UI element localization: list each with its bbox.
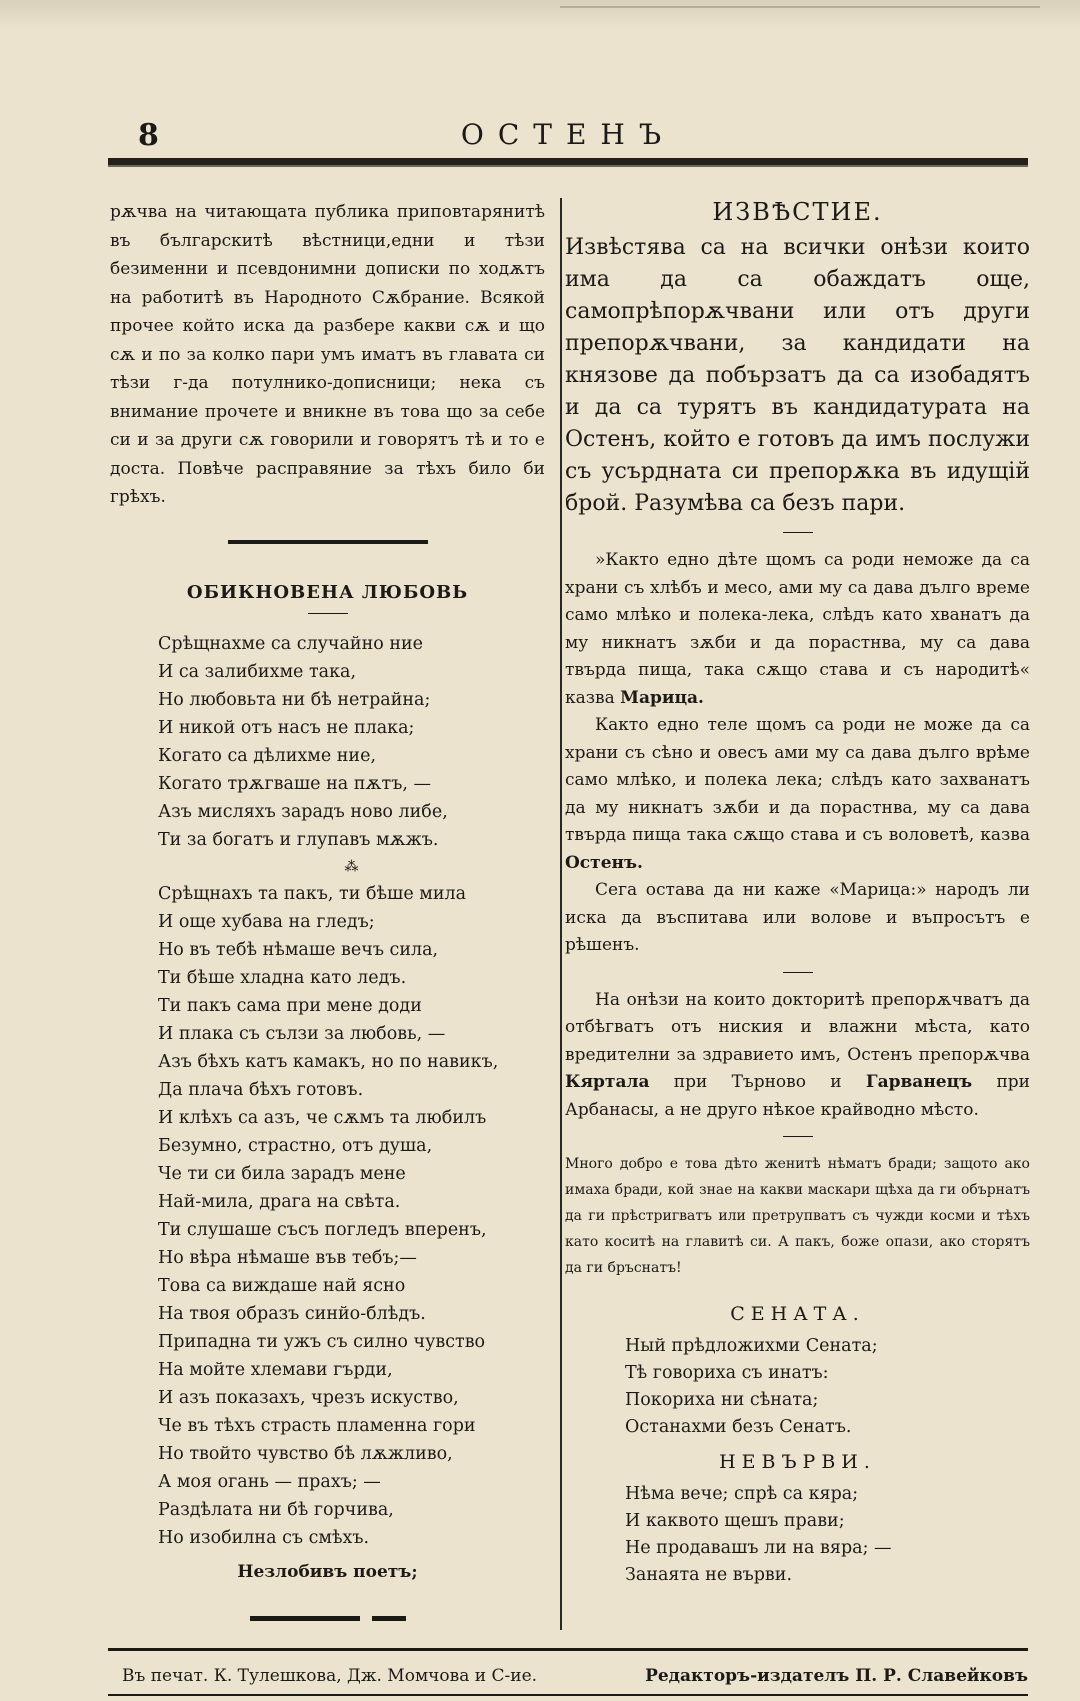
poem-line: Ти за богатъ и глупавъ мѫжъ. <box>158 829 439 850</box>
quote-marica-name: Марица. <box>620 687 704 708</box>
quote-osten-text: Както едно теле щомъ са роди не може да са храни съ сѣно и овесъ ами му са дава дълго врѣме само млѣко, и полека лека; слѣдъ като захванатъ да му никнатъ зѫби и да порастнва, му са дава твърда пища така сѫщо става и съ воловетѣ, казва <box>565 715 1030 845</box>
poem-line: Ти слушаше съсъ погледъ вперенъ, <box>158 1219 487 1240</box>
end-ornament <box>110 1616 545 1621</box>
footer-rule-bottom <box>108 1694 1028 1696</box>
poem-line: Да плача бѣхъ готовъ. <box>158 1079 364 1100</box>
quote-question: Сега остава да ни каже «Марица:» народъ ли иска да въспитава или волове и въпросътъ е рѣшенъ. <box>565 880 1030 955</box>
quote-marica-text: »Както едно дѣте щомъ са роди неможе да са храни съ хлѣбъ и месо, ами му са дава дълго време само млѣко и полека-лека, слѣдъ като хванатъ да му никнатъ зѫби и да порастнва, му са дава твърда пища, така сѫщо става и съ народитѣ« казва <box>565 550 1030 708</box>
poem-line: Срѣщнахме са случайно ние <box>158 633 424 654</box>
header-rule <box>108 158 1028 167</box>
poem-title: ОБИКНОВЕНА ЛЮБОВЬ <box>186 581 469 603</box>
verse-line: Не продавашъ ли на вяра; — <box>625 1538 892 1558</box>
end-bar-long <box>250 1616 360 1621</box>
printer-credit: Въ печат. К. Тулешкова, Дж. Момчова и С-ие. <box>122 1666 538 1686</box>
poem-line: Азъ бѣхъ катъ камакъ, но по навикъ, <box>158 1051 499 1072</box>
dash-separator <box>783 972 813 973</box>
poem-line: И плака съ сълзи за любовь, — <box>158 1023 446 1044</box>
imprint-footer <box>122 1666 1028 1686</box>
poem-stanza-2 <box>158 880 545 1552</box>
notice-title: ИЗВѢСТИЕ. <box>712 198 883 226</box>
senate-verse <box>565 1333 1030 1441</box>
poem-line: Раздѣлата ни бѣ горчива, <box>158 1499 394 1520</box>
verse-line: Тѣ говориха съ инатъ: <box>625 1363 829 1383</box>
doctors-text-1: На онѣзи на които докторитѣ препорѫчватъ да отбѣгватъ отъ ниския и влажни мѣста, като вредителни за здравието имъ, Остенъ препорѫчва <box>565 989 1030 1065</box>
place-kyartala: Кяртала <box>565 1072 650 1092</box>
poem-line: И са залибихме така, <box>158 661 357 682</box>
senate-title: СЕНАТА. <box>730 1303 865 1325</box>
dash-separator <box>783 532 813 533</box>
doctors-paragraph <box>565 987 1030 1125</box>
poem-line: Но любовьта ни бѣ нетрайна; <box>158 689 431 710</box>
poem-line: Най-мила, драга на свѣта. <box>158 1191 401 1212</box>
column-divider <box>560 198 562 1630</box>
quote-osten <box>565 712 1030 877</box>
notice-body: Извѣстява са на всички онѣзи които има да са обаждатъ още, самопрѣпорѫчвани или отъ други препорѫчвани, за кандидати на князове да побързатъ да са изобадятъ и да са турятъ въ кандидатурата на Остенъ, който е готовъ да имъ послужи съ усърдната си препорѫка въ идущій брой. Разумѣва са безъ пари. <box>565 235 1030 516</box>
poem-line: Но твойто чувство бѣ лѫжливо, <box>158 1443 453 1464</box>
section-separator <box>228 540 428 544</box>
right-column <box>565 198 1030 1589</box>
end-bar-short <box>372 1616 406 1621</box>
poem-line: Припадна ти ужъ съ силно чувство <box>158 1331 486 1352</box>
poem-line: Но въ тебѣ нѣмаше вечъ сила, <box>158 939 439 960</box>
beards-note: Много добро е това дѣто женитѣ нѣматъ бради; защото ако имаха бради, кой знае на какви маскари щѣха да ги обърнатъ да ги прѣстригватъ или претрупватъ съ чужди косми и тѣхъ като коситѣ на главитѣ си. А пакъ, боже опази, ако сторятъ да ги бръснатъ! <box>565 1156 1030 1276</box>
poem-line: Ти бѣше хладна като ледъ. <box>158 967 407 988</box>
page-number: 8 <box>138 118 159 153</box>
poem-line: Когато трѫгваше на пѫтъ, — <box>158 773 431 794</box>
poem-signature: Незлобивъ поетъ; <box>237 1561 418 1582</box>
poem-line: И клѣхъ са азъ, че сѫмъ та любилъ <box>158 1107 487 1128</box>
poem-line: Но вѣра нѣмаше във тебъ;— <box>158 1247 417 1268</box>
poem-line: И азъ показахъ, чрезъ искуство, <box>158 1387 459 1408</box>
poem-line: Когато са дѣлихме ние, <box>158 745 377 766</box>
poem-line: Че ти си била зарадъ мене <box>158 1163 406 1184</box>
nevarvi-title: НЕВЪРВИ. <box>719 1451 876 1473</box>
verse-line: Нѣма вече; спрѣ са кяра; <box>625 1484 859 1504</box>
intro-paragraph: рѫчва на читающата публика приповтарянитѣ въ българскитѣ вѣстници,едни и тѣзи безименни и псевдонимни дописки по ходѫтъ на работитѣ въ Народното Сѫбрание. Всякой прочее който иска да разбере какви сѫ и що сѫ и по за колко пари умъ иматъ въ главата си тѣзи г-да потулнико-дописници; нека съ внимание прочете и вникне въ това що за себе си и за други сѫ говорили и говорятъ тѣ и то е доста. Повѣче расправяние за тѣхъ било би грѣхъ. <box>110 202 545 507</box>
verse-line: Останахми безъ Сенатъ. <box>625 1417 852 1437</box>
poem-line: И никой отъ насъ не плака; <box>158 717 415 738</box>
nevarvi-verse <box>565 1481 1030 1589</box>
doctors-text-3: при Арбанасы, а не друго нѣкое крайводно мѣсто. <box>565 1072 1031 1120</box>
poem-line: Това са виждаше най ясно <box>158 1275 406 1296</box>
poem-line: А моя огань — прахъ; — <box>158 1471 381 1492</box>
poem <box>110 630 545 1552</box>
poem-line: Че въ тѣхъ страсть пламенна гори <box>158 1415 476 1436</box>
poem-line: Срѣщнахъ та пакъ, ти бѣше мила <box>158 883 467 904</box>
editor-credit: Редакторъ-издателъ П. Р. Славейковъ <box>645 1666 1028 1686</box>
verse-line: И каквото щешъ прави; <box>625 1511 845 1531</box>
left-column <box>110 198 545 1621</box>
poem-line: На мойте хлемави гърди, <box>158 1359 393 1380</box>
poem-stanza-1 <box>158 630 545 854</box>
quote-osten-name: Остенъ. <box>565 852 643 873</box>
verse-line: Занаята не върви. <box>625 1565 793 1585</box>
footer-rule <box>108 1648 1028 1651</box>
poem-line: На твоя образъ синйо-блѣдъ. <box>158 1303 426 1324</box>
place-garvanets: Гарванецъ <box>865 1072 973 1092</box>
masthead-title: ОСТЕНЪ <box>460 118 676 151</box>
verse-line: Покориха ни сѣната; <box>625 1390 819 1410</box>
asterism: ⁂ <box>344 858 359 875</box>
poem-line: И още хубава на гледъ; <box>158 911 375 932</box>
doctors-text-2: при Търново и <box>673 1072 842 1092</box>
poem-line: Но изобилна съ смѣхъ. <box>158 1527 370 1548</box>
verse-line: Ный прѣдложихми Сената; <box>625 1336 878 1356</box>
poem-line: Безумно, страстно, отъ душа, <box>158 1135 433 1156</box>
poem-line: Азъ мисляхъ зарадъ ново либе, <box>158 801 448 822</box>
title-dash <box>308 613 348 614</box>
quote-marica <box>565 547 1030 712</box>
dash-separator <box>783 1136 813 1137</box>
poem-line: Ти пакъ сама при мене доди <box>158 995 422 1016</box>
torn-top-edge <box>0 0 1080 30</box>
